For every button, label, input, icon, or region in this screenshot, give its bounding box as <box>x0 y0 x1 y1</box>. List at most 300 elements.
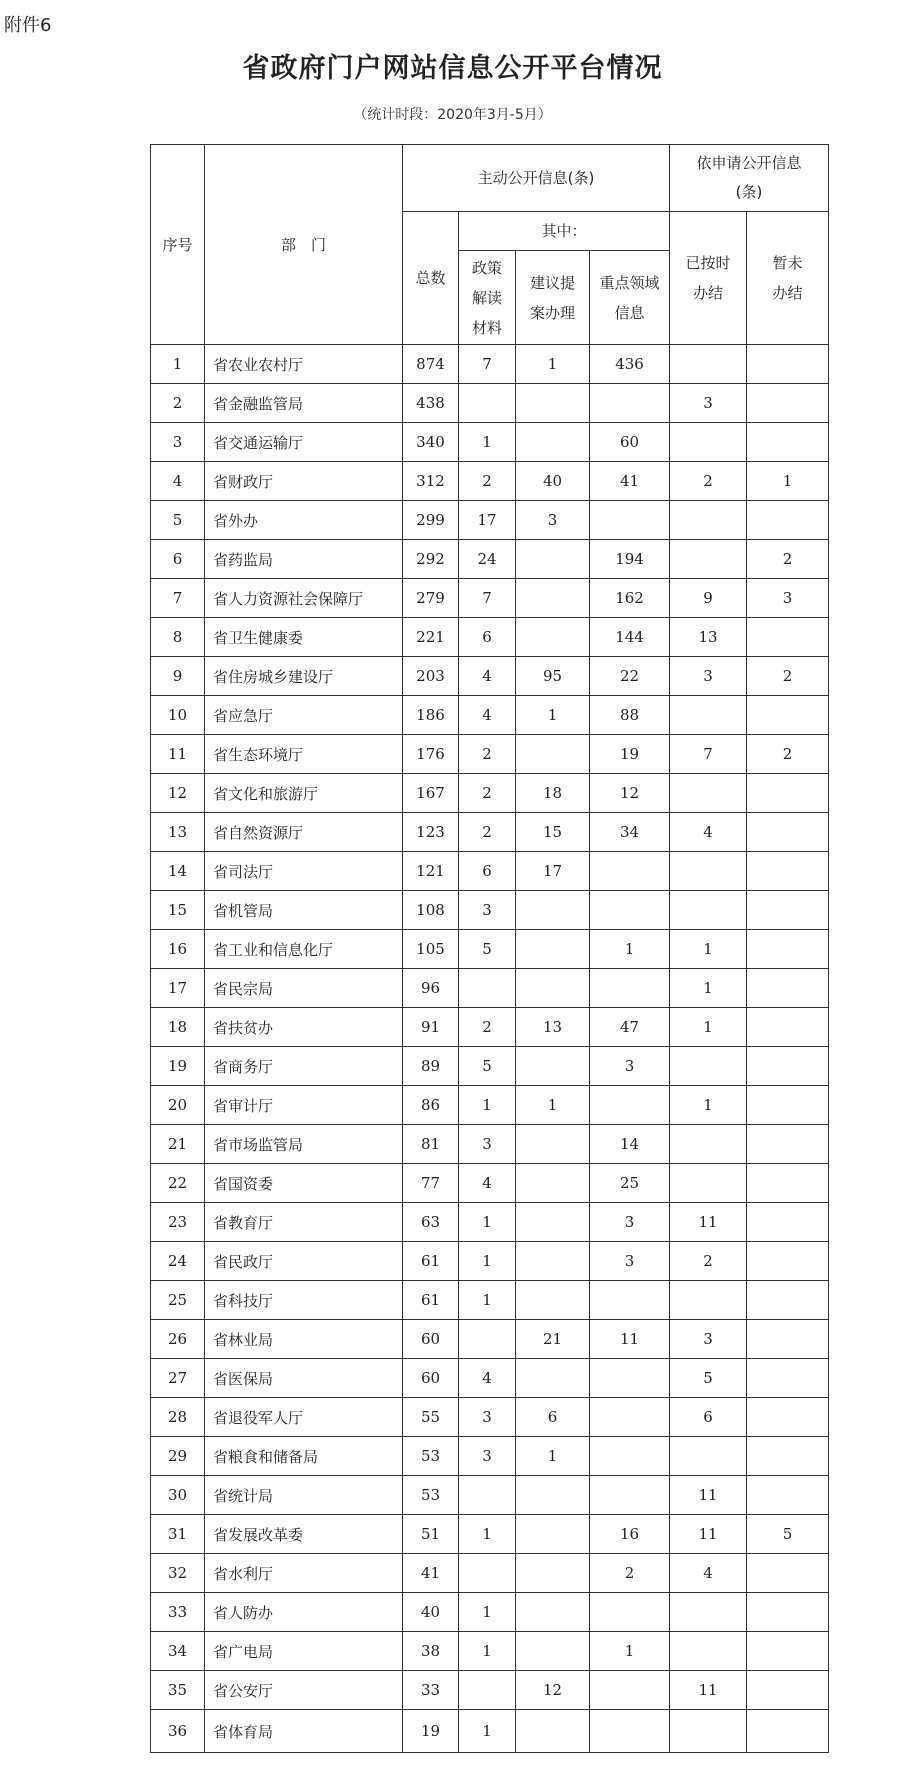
header-request-group: 依申请公开信息 (条) <box>670 145 829 212</box>
row-key-area: 22 <box>590 657 670 696</box>
row-pending <box>747 1437 829 1476</box>
row-policy: 2 <box>459 774 516 813</box>
row-done <box>670 1593 747 1632</box>
row-proposal <box>516 1164 590 1203</box>
row-total: 340 <box>403 423 459 462</box>
row-proposal <box>516 1554 590 1593</box>
row-done: 3 <box>670 1320 747 1359</box>
header-key-area: 重点领域 信息 <box>590 251 670 345</box>
row-total: 121 <box>403 852 459 891</box>
row-policy: 4 <box>459 1359 516 1398</box>
row-done: 9 <box>670 579 747 618</box>
row-done: 4 <box>670 1554 747 1593</box>
row-done <box>670 1125 747 1164</box>
row-key-area: 34 <box>590 813 670 852</box>
row-policy: 3 <box>459 891 516 930</box>
row-done <box>670 1047 747 1086</box>
row-policy: 24 <box>459 540 516 579</box>
row-policy <box>459 1476 516 1515</box>
row-total: 312 <box>403 462 459 501</box>
row-total: 105 <box>403 930 459 969</box>
row-pending <box>747 1632 829 1671</box>
row-policy <box>459 384 516 423</box>
row-done <box>670 852 747 891</box>
row-total: 874 <box>403 345 459 384</box>
row-key-area: 1 <box>590 1632 670 1671</box>
row-proposal: 3 <box>516 501 590 540</box>
row-done: 2 <box>670 1242 747 1281</box>
row-proposal <box>516 1125 590 1164</box>
table-row <box>151 1632 829 1671</box>
row-pending <box>747 345 829 384</box>
row-total: 123 <box>403 813 459 852</box>
row-index: 11 <box>151 735 205 774</box>
row-done: 11 <box>670 1203 747 1242</box>
row-key-area <box>590 1086 670 1125</box>
row-index: 18 <box>151 1008 205 1047</box>
row-pending <box>747 930 829 969</box>
row-proposal <box>516 930 590 969</box>
row-total: 77 <box>403 1164 459 1203</box>
row-pending <box>747 423 829 462</box>
row-dept: 省药监局 <box>205 540 403 579</box>
row-total: 91 <box>403 1008 459 1047</box>
header-proposal: 建议提 案办理 <box>516 251 590 345</box>
info-disclosure-table <box>150 144 829 1753</box>
row-policy: 1 <box>459 1242 516 1281</box>
row-dept: 省农业农村厅 <box>205 345 403 384</box>
row-total: 176 <box>403 735 459 774</box>
row-index: 23 <box>151 1203 205 1242</box>
row-pending <box>747 1320 829 1359</box>
row-done <box>670 345 747 384</box>
row-proposal <box>516 540 590 579</box>
row-index: 10 <box>151 696 205 735</box>
row-key-area <box>590 384 670 423</box>
row-policy: 1 <box>459 1632 516 1671</box>
row-total: 33 <box>403 1671 459 1710</box>
row-done: 5 <box>670 1359 747 1398</box>
row-done: 3 <box>670 384 747 423</box>
row-done: 1 <box>670 1086 747 1125</box>
row-dept: 省广电局 <box>205 1632 403 1671</box>
row-key-area: 25 <box>590 1164 670 1203</box>
row-index: 12 <box>151 774 205 813</box>
row-key-area <box>590 1593 670 1632</box>
row-policy: 4 <box>459 1164 516 1203</box>
row-index: 19 <box>151 1047 205 1086</box>
row-policy <box>459 969 516 1008</box>
attachment-label: 附件6 <box>4 15 52 36</box>
row-pending <box>747 618 829 657</box>
row-dept: 省司法厅 <box>205 852 403 891</box>
row-pending <box>747 1047 829 1086</box>
row-pending <box>747 384 829 423</box>
row-total: 53 <box>403 1437 459 1476</box>
row-key-area: 41 <box>590 462 670 501</box>
row-total: 61 <box>403 1281 459 1320</box>
row-index: 36 <box>151 1710 205 1753</box>
row-key-area: 60 <box>590 423 670 462</box>
table-row <box>151 735 829 774</box>
row-policy: 2 <box>459 462 516 501</box>
row-policy: 3 <box>459 1398 516 1437</box>
table-row <box>151 1281 829 1320</box>
row-key-area <box>590 1710 670 1753</box>
row-dept: 省民宗局 <box>205 969 403 1008</box>
table-row <box>151 423 829 462</box>
row-pending <box>747 1164 829 1203</box>
row-pending <box>747 1359 829 1398</box>
row-done <box>670 501 747 540</box>
row-pending: 3 <box>747 579 829 618</box>
table-row <box>151 1086 829 1125</box>
table-row <box>151 1125 829 1164</box>
row-proposal: 15 <box>516 813 590 852</box>
row-index: 28 <box>151 1398 205 1437</box>
row-policy: 2 <box>459 813 516 852</box>
row-total: 63 <box>403 1203 459 1242</box>
row-index: 32 <box>151 1554 205 1593</box>
row-done: 11 <box>670 1515 747 1554</box>
row-dept: 省人防办 <box>205 1593 403 1632</box>
row-key-area: 3 <box>590 1203 670 1242</box>
row-key-area: 194 <box>590 540 670 579</box>
row-done: 3 <box>670 657 747 696</box>
row-index: 6 <box>151 540 205 579</box>
row-policy: 1 <box>459 1086 516 1125</box>
row-key-area <box>590 852 670 891</box>
row-dept: 省发展改革委 <box>205 1515 403 1554</box>
row-proposal: 13 <box>516 1008 590 1047</box>
row-pending <box>747 891 829 930</box>
row-key-area <box>590 1437 670 1476</box>
row-dept: 省体育局 <box>205 1710 403 1753</box>
table-row <box>151 1359 829 1398</box>
row-done <box>670 1164 747 1203</box>
row-index: 13 <box>151 813 205 852</box>
row-key-area: 1 <box>590 930 670 969</box>
row-pending <box>747 1008 829 1047</box>
row-proposal <box>516 1047 590 1086</box>
row-proposal <box>516 735 590 774</box>
row-pending <box>747 1671 829 1710</box>
table-row <box>151 1437 829 1476</box>
row-dept: 省机管局 <box>205 891 403 930</box>
row-done: 2 <box>670 462 747 501</box>
row-dept: 省外办 <box>205 501 403 540</box>
row-index: 21 <box>151 1125 205 1164</box>
row-index: 2 <box>151 384 205 423</box>
table-row <box>151 1671 829 1710</box>
row-proposal <box>516 1359 590 1398</box>
row-index: 35 <box>151 1671 205 1710</box>
row-index: 4 <box>151 462 205 501</box>
row-policy: 4 <box>459 696 516 735</box>
table-row <box>151 774 829 813</box>
row-total: 61 <box>403 1242 459 1281</box>
row-policy: 17 <box>459 501 516 540</box>
row-key-area <box>590 1359 670 1398</box>
row-policy: 3 <box>459 1437 516 1476</box>
row-proposal <box>516 1281 590 1320</box>
row-policy: 7 <box>459 345 516 384</box>
row-pending <box>747 1203 829 1242</box>
row-pending <box>747 1554 829 1593</box>
row-proposal <box>516 1593 590 1632</box>
row-index: 33 <box>151 1593 205 1632</box>
row-dept: 省文化和旅游厅 <box>205 774 403 813</box>
header-pending: 暂未 办结 <box>747 212 829 345</box>
row-done <box>670 696 747 735</box>
table-row <box>151 384 829 423</box>
row-proposal <box>516 1242 590 1281</box>
row-proposal <box>516 384 590 423</box>
row-index: 27 <box>151 1359 205 1398</box>
row-pending <box>747 1086 829 1125</box>
row-proposal: 1 <box>516 345 590 384</box>
row-done <box>670 1710 747 1753</box>
row-total: 89 <box>403 1047 459 1086</box>
row-index: 29 <box>151 1437 205 1476</box>
row-dept: 省应急厅 <box>205 696 403 735</box>
row-done: 1 <box>670 930 747 969</box>
row-dept: 省交通运输厅 <box>205 423 403 462</box>
row-dept: 省住房城乡建设厅 <box>205 657 403 696</box>
row-key-area <box>590 969 670 1008</box>
row-key-area <box>590 1476 670 1515</box>
row-key-area: 16 <box>590 1515 670 1554</box>
row-done: 11 <box>670 1671 747 1710</box>
row-pending <box>747 1710 829 1753</box>
row-key-area <box>590 1281 670 1320</box>
row-proposal <box>516 579 590 618</box>
row-total: 221 <box>403 618 459 657</box>
row-pending: 5 <box>747 1515 829 1554</box>
table-row <box>151 1515 829 1554</box>
row-key-area: 19 <box>590 735 670 774</box>
row-done: 4 <box>670 813 747 852</box>
table-row <box>151 891 829 930</box>
row-total: 167 <box>403 774 459 813</box>
table-row <box>151 1476 829 1515</box>
row-total: 60 <box>403 1359 459 1398</box>
header-done: 已按时 办结 <box>670 212 747 345</box>
row-key-area <box>590 1398 670 1437</box>
row-dept: 省工业和信息化厅 <box>205 930 403 969</box>
row-total: 38 <box>403 1632 459 1671</box>
row-policy: 6 <box>459 852 516 891</box>
table-row <box>151 1554 829 1593</box>
row-total: 53 <box>403 1476 459 1515</box>
row-index: 31 <box>151 1515 205 1554</box>
row-proposal: 40 <box>516 462 590 501</box>
row-index: 5 <box>151 501 205 540</box>
row-policy: 1 <box>459 423 516 462</box>
row-pending <box>747 696 829 735</box>
row-pending <box>747 501 829 540</box>
row-total: 51 <box>403 1515 459 1554</box>
row-total: 299 <box>403 501 459 540</box>
table-row <box>151 540 829 579</box>
row-pending <box>747 1281 829 1320</box>
row-dept: 省统计局 <box>205 1476 403 1515</box>
row-pending <box>747 1593 829 1632</box>
row-pending <box>747 1242 829 1281</box>
row-key-area: 12 <box>590 774 670 813</box>
row-proposal: 1 <box>516 1086 590 1125</box>
row-proposal <box>516 969 590 1008</box>
row-proposal: 6 <box>516 1398 590 1437</box>
row-pending <box>747 774 829 813</box>
row-index: 7 <box>151 579 205 618</box>
row-proposal <box>516 1476 590 1515</box>
table-row <box>151 1398 829 1437</box>
row-policy: 1 <box>459 1710 516 1753</box>
row-done: 7 <box>670 735 747 774</box>
row-dept: 省市场监管局 <box>205 1125 403 1164</box>
row-pending: 2 <box>747 735 829 774</box>
row-done: 11 <box>670 1476 747 1515</box>
row-key-area: 14 <box>590 1125 670 1164</box>
row-index: 34 <box>151 1632 205 1671</box>
row-policy <box>459 1554 516 1593</box>
row-done <box>670 423 747 462</box>
table-row <box>151 1047 829 1086</box>
row-pending <box>747 1398 829 1437</box>
row-done <box>670 540 747 579</box>
row-done <box>670 1632 747 1671</box>
row-dept: 省扶贫办 <box>205 1008 403 1047</box>
row-dept: 省审计厅 <box>205 1086 403 1125</box>
row-done: 1 <box>670 969 747 1008</box>
row-total: 55 <box>403 1398 459 1437</box>
row-dept: 省民政厅 <box>205 1242 403 1281</box>
row-dept: 省人力资源社会保障厅 <box>205 579 403 618</box>
row-policy: 7 <box>459 579 516 618</box>
row-dept: 省卫生健康委 <box>205 618 403 657</box>
row-proposal: 95 <box>516 657 590 696</box>
row-key-area: 144 <box>590 618 670 657</box>
table-row <box>151 345 829 384</box>
header-policy: 政策 解读 材料 <box>459 251 516 345</box>
table-row <box>151 1164 829 1203</box>
row-total: 96 <box>403 969 459 1008</box>
row-policy <box>459 1320 516 1359</box>
row-dept: 省科技厅 <box>205 1281 403 1320</box>
row-total: 108 <box>403 891 459 930</box>
row-dept: 省金融监管局 <box>205 384 403 423</box>
row-policy: 1 <box>459 1515 516 1554</box>
row-total: 186 <box>403 696 459 735</box>
row-index: 17 <box>151 969 205 1008</box>
row-policy: 3 <box>459 1125 516 1164</box>
row-pending: 1 <box>747 462 829 501</box>
row-index: 26 <box>151 1320 205 1359</box>
row-key-area: 11 <box>590 1320 670 1359</box>
row-proposal: 1 <box>516 1437 590 1476</box>
row-dept: 省财政厅 <box>205 462 403 501</box>
row-key-area: 436 <box>590 345 670 384</box>
row-policy <box>459 1671 516 1710</box>
row-proposal <box>516 1710 590 1753</box>
row-pending <box>747 1125 829 1164</box>
row-index: 25 <box>151 1281 205 1320</box>
row-policy: 1 <box>459 1593 516 1632</box>
row-pending: 2 <box>747 540 829 579</box>
row-index: 3 <box>151 423 205 462</box>
row-policy: 2 <box>459 1008 516 1047</box>
row-done <box>670 774 747 813</box>
header-dept: 部 门 <box>205 145 403 345</box>
row-proposal <box>516 1203 590 1242</box>
row-pending <box>747 1476 829 1515</box>
header-active-group: 主动公开信息(条) <box>403 145 670 212</box>
row-key-area: 47 <box>590 1008 670 1047</box>
row-pending <box>747 852 829 891</box>
row-policy: 2 <box>459 735 516 774</box>
row-dept: 省退役军人厅 <box>205 1398 403 1437</box>
row-policy: 1 <box>459 1281 516 1320</box>
row-index: 1 <box>151 345 205 384</box>
row-proposal: 21 <box>516 1320 590 1359</box>
row-index: 9 <box>151 657 205 696</box>
row-policy: 5 <box>459 930 516 969</box>
row-key-area <box>590 1671 670 1710</box>
row-dept: 省教育厅 <box>205 1203 403 1242</box>
row-dept: 省公安厅 <box>205 1671 403 1710</box>
table-row <box>151 1710 829 1753</box>
row-proposal: 18 <box>516 774 590 813</box>
table-row <box>151 618 829 657</box>
row-key-area <box>590 501 670 540</box>
table-row <box>151 462 829 501</box>
table-row <box>151 657 829 696</box>
row-policy: 5 <box>459 1047 516 1086</box>
row-dept: 省国资委 <box>205 1164 403 1203</box>
row-dept: 省生态环境厅 <box>205 735 403 774</box>
table-row <box>151 696 829 735</box>
row-pending <box>747 813 829 852</box>
row-index: 8 <box>151 618 205 657</box>
row-pending: 2 <box>747 657 829 696</box>
row-done: 1 <box>670 1008 747 1047</box>
row-total: 41 <box>403 1554 459 1593</box>
row-proposal: 12 <box>516 1671 590 1710</box>
row-total: 292 <box>403 540 459 579</box>
table-row <box>151 1203 829 1242</box>
page-title: 省政府门户网站信息公开平台情况 <box>242 53 663 84</box>
row-done: 6 <box>670 1398 747 1437</box>
table-row <box>151 1593 829 1632</box>
table-row <box>151 1320 829 1359</box>
row-total: 19 <box>403 1710 459 1753</box>
row-key-area: 3 <box>590 1047 670 1086</box>
row-proposal <box>516 618 590 657</box>
row-proposal <box>516 1515 590 1554</box>
header-index: 序号 <box>151 145 205 345</box>
row-key-area: 2 <box>590 1554 670 1593</box>
row-index: 30 <box>151 1476 205 1515</box>
table-row <box>151 1242 829 1281</box>
row-total: 81 <box>403 1125 459 1164</box>
row-policy: 4 <box>459 657 516 696</box>
table-row <box>151 813 829 852</box>
row-total: 438 <box>403 384 459 423</box>
row-dept: 省粮食和储备局 <box>205 1437 403 1476</box>
row-dept: 省商务厅 <box>205 1047 403 1086</box>
row-index: 20 <box>151 1086 205 1125</box>
